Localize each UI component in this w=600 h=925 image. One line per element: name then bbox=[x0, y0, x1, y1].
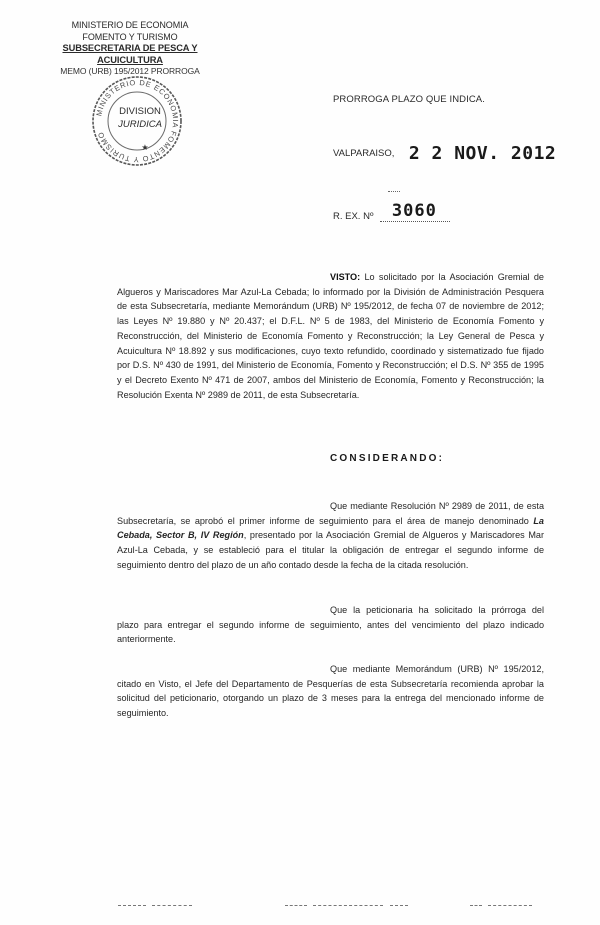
paragraph-1-text-b: , presentado por la Asociación Gremial de Algueros y Mariscadores Mar Azul-La Cebada, y se estableció para el titular la obligación de entregar el segundo informe de seguimiento dentro del plazo de un año contado desde la fecha de la citada resolución. bbox=[117, 530, 544, 570]
considerando-paragraph-1 bbox=[117, 499, 544, 573]
subsecretariat-name: SUBSECRETARIA DE PESCA Y ACUICULTURA bbox=[62, 43, 198, 65]
scan-artifact-line bbox=[152, 905, 192, 906]
place-label: VALPARAISO, bbox=[333, 148, 395, 159]
visto-label: VISTO: bbox=[330, 272, 361, 282]
paragraph-2-text: Que la peticionaria ha solicitado la prórroga del plazo para entregar el segundo informe de seguimiento, antes del vencimiento del plazo indicado anteriormente. bbox=[117, 605, 544, 645]
scan-artifact-line bbox=[390, 905, 408, 906]
visto-text: Lo solicitado por la Asociación Gremial de Algueros y Mariscadores Mar Azul-La Cebada; lo informado por la División de Administración Pesquera de esta Subsecretaría, mediante Memorándum (URB) Nº 195/2012, de fecha 07 de noviembre de 2012; las Leyes Nº 19.880 y Nº 20.437; el D.F.L. Nº 5 de 1983, del Ministerio de Economía Fomento y Reconstrucción, del Ministerio de Economía Fomento y Reconstrucción; la Ley General de Pesca y Acuicultura Nº 18.892 y sus modificaciones, cuyo texto refundido, coordinado y sistematizado fue fijado por D.S. Nº 430 de 1991, del Ministerio de Economía, Fomento y Reconstrucción; el D.S. Nº 355 de 1995 y el Decreto Exento Nº 471 de 2007, ambos del Ministerio de Economía, Fomento y Reconstrucción; la Resolución Exenta Nº 2989 de 2011, de esta Subsecretaría. bbox=[117, 272, 544, 400]
paragraph-1-text-a: Que mediante Resolución Nº 2989 de 2011, de esta Subsecretaría, se aprobó el primer informe de seguimiento para el área de manejo denominado bbox=[117, 501, 544, 526]
division-juridica-stamp bbox=[82, 66, 192, 176]
scan-artifact-line bbox=[488, 905, 532, 906]
stamp-line-division: DIVISION bbox=[119, 106, 161, 117]
area-name-emphasis: La Cebada, Sector B, IV Región bbox=[117, 515, 544, 541]
stamp-line-juridica: JURIDICA bbox=[118, 119, 162, 130]
scan-artifact-line bbox=[470, 905, 482, 906]
paragraph-3-text: Que mediante Memorándum (URB) Nº 195/2012, citado en Visto, el Jefe del Departamento de Pesquerías de esta Subsecretaría recomienda aprobar la solicitud del peticionario, otorgando un plazo de 3 meses para la entrega del mencionado informe de seguimiento. bbox=[117, 664, 544, 719]
resolution-label: R. EX. Nº bbox=[333, 211, 374, 222]
scan-artifact-line bbox=[118, 905, 146, 906]
stamp-star-icon: ★ bbox=[141, 143, 149, 152]
resolution-reference bbox=[333, 201, 450, 222]
considerando-heading: CONSIDERANDO: bbox=[330, 453, 445, 464]
scan-artifact-line bbox=[313, 905, 383, 906]
ministry-name: MINISTERIO DE ECONOMIA bbox=[71, 20, 189, 30]
stamp-ring-text: MINISTERIO DE ECONOMIA FOMENTO Y TURISMO bbox=[94, 77, 181, 165]
memo-reference: MEMO (URB) 195/2012 PRORROGA bbox=[60, 66, 200, 76]
ministry-name-line2: FOMENTO Y TURISMO bbox=[82, 31, 178, 42]
resolution-number-line bbox=[380, 201, 450, 222]
document-subject: PRORROGA PLAZO QUE INDICA. bbox=[333, 94, 485, 105]
place-and-date bbox=[333, 143, 556, 164]
resolution-number: 3060 bbox=[391, 201, 437, 221]
stamp-seal-graphic bbox=[82, 66, 192, 176]
considerando-paragraph-2 bbox=[117, 603, 544, 647]
visto-paragraph bbox=[117, 270, 544, 402]
dash-mark bbox=[388, 191, 400, 192]
scan-artifact-line bbox=[285, 905, 307, 906]
date-stamp: 2 2 NOV. 2012 bbox=[408, 143, 557, 164]
considerando-paragraph-3 bbox=[117, 662, 544, 721]
